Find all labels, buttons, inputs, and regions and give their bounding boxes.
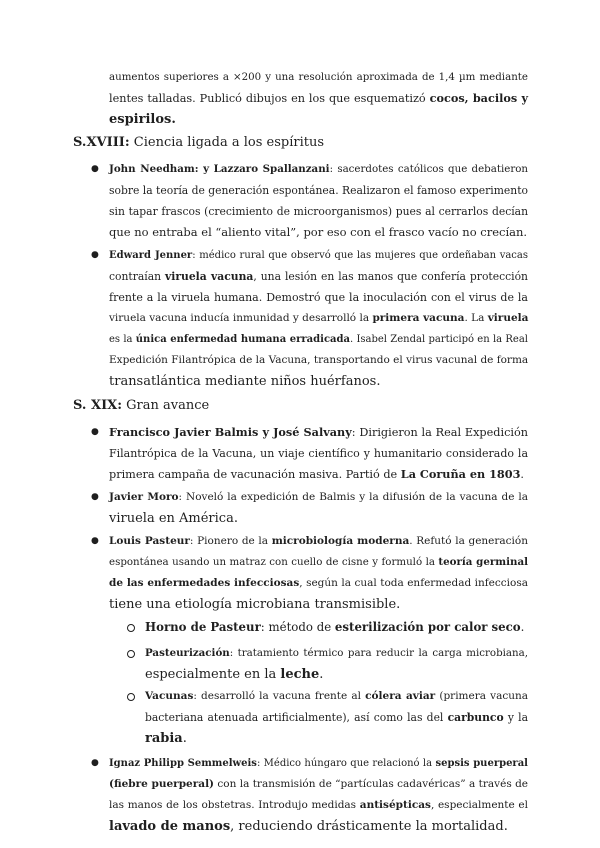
list-item-line: viruela vacuna inducía inmunidad y desarrolló la primera vacuna. La viruela [109, 312, 529, 324]
list-item-line: las manos de los obstetras. Introdujo medidas antisépticas, especialmente el [109, 799, 528, 811]
circle-bullet-icon [127, 693, 135, 701]
circle-bullet-icon [127, 650, 135, 658]
bullet-icon: ● [91, 250, 99, 260]
circle-bullet-icon [127, 624, 135, 632]
intro-line-3: espirilos. [109, 112, 176, 127]
list-item-line: sin tapar frascos (crecimiento de microorganismos) pues al cerrarlos decían [109, 205, 528, 218]
list-item-line: que no entraba el “aliento vital”, por eso con el frasco vacío no crecían. [109, 225, 528, 239]
sublist-item-line: Pasteurización: tratamiento térmico para reducir la carga microbiana, [145, 647, 528, 659]
list-item-line: de las enfermedades infecciosas, según la cual toda enfermedad infecciosa [109, 577, 528, 589]
sublist-item-line: Horno de Pasteur: método de esterilización por calor seco. [145, 620, 525, 634]
sublist-item-line: bacteriana atenuada artificialmente), así como las del carbunco y la [145, 711, 528, 724]
list-item-line: contraían viruela vacuna, una lesión en las manos que confería protección [109, 270, 528, 283]
bullet-icon: ● [91, 492, 99, 502]
list-item-line: John Needham: y Lazzaro Spallanzani: sacerdotes católicos que debatieron [109, 163, 528, 175]
list-item-line: Ignaz Philipp Semmelweis: Médico húngaro que relacionó la sepsis puerperal [109, 758, 528, 769]
list-item-line: Edward Jenner: médico rural que observó que las mujeres que ordeñaban vacas [109, 250, 528, 261]
list-item-line: (fiebre puerperal) con la transmisión de “partículas cadavéricas” a través de [109, 778, 529, 790]
list-item-line: Javier Moro: Noveló la expedición de Balmis y la difusión de la vacuna de la [109, 491, 528, 503]
list-item-line: Expedición Filantrópica de la Vacuna, transportando el virus vacunal de forma [109, 354, 529, 366]
list-item-line: Francisco Javier Balmis y José Salvany: Dirigieron la Real Expedición [109, 425, 528, 439]
section-heading-s18: S.XVIII: Ciencia ligada a los espíritus [73, 135, 325, 150]
list-item-line: sobre la teoría de generación espontánea. Realizaron el famoso experimento [109, 184, 528, 197]
list-item-line: tiene una etiología microbiana transmisible. [109, 597, 401, 612]
list-item-line: lavado de manos, reduciendo drásticamente la mortalidad. [109, 819, 508, 834]
bullet-icon: ● [91, 427, 99, 437]
bullet-icon: ● [91, 758, 99, 768]
list-item-line: Louis Pasteur: Pionero de la microbiología moderna. Refutó la generación [109, 535, 529, 547]
sublist-item-line: especialmente en la leche. [145, 667, 324, 682]
section-heading-s19: S. XIX: Gran avance [73, 398, 210, 413]
list-item-line: transatlántica mediante niños huérfanos. [109, 374, 381, 389]
list-item-line: frente a la viruela humana. Demostró que la inoculación con el virus de la [109, 291, 528, 304]
list-item-line: Filantrópica de la Vacuna, un viaje científico y humanitario considerado la [109, 447, 528, 460]
bullet-icon: ● [91, 164, 99, 174]
bullet-icon: ● [91, 536, 99, 546]
sublist-item-line: rabia. [145, 731, 187, 746]
list-item-line: viruela en América. [109, 511, 238, 526]
intro-line-2: lentes talladas. Publicó dibujos en los que esquematizó cocos, bacilos y [109, 91, 529, 105]
sublist-item-line: Vacunas: desarrolló la vacuna frente al cólera aviar (primera vacuna [145, 690, 528, 702]
list-item-line: es la única enfermedad humana erradicada. Isabel Zendal participó en la Real [109, 334, 528, 345]
intro-line-1: aumentos superiores a ×200 y una resolución aproximada de 1,4 µm mediante [109, 71, 528, 83]
list-item-line: primera campaña de vacunación masiva. Partió de La Coruña en 1803. [109, 467, 524, 481]
list-item-line: espontánea usando un matraz con cuello de cisne y formuló la teoría germinal [109, 556, 528, 568]
